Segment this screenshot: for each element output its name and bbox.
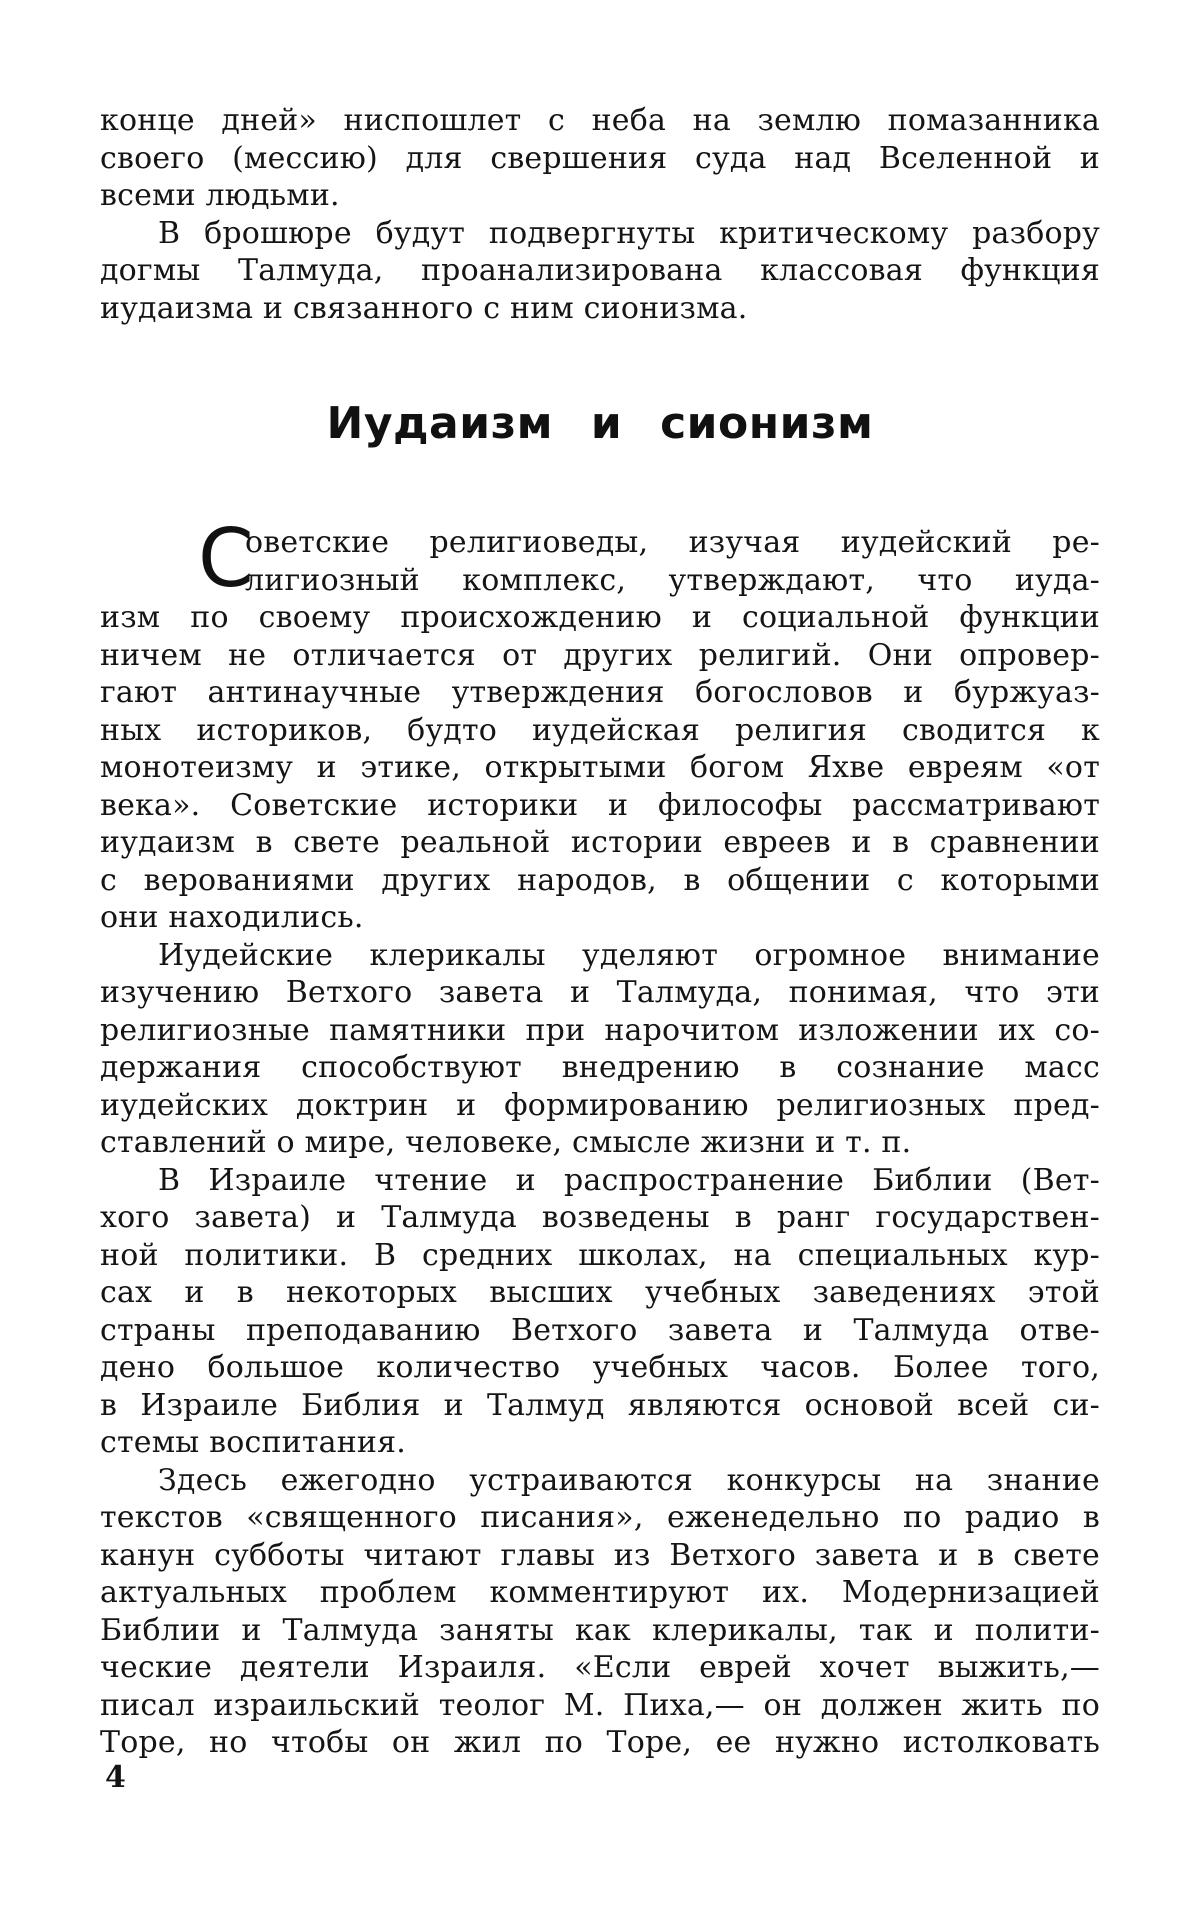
intro-p2-line-2: догмы Талмуда, проанализирована классовая функция [100,253,1100,288]
body-p3-line-1: В Израиле чтение и распространение Библии (Вет- [158,1162,1100,1198]
body-p4-line-4: актуальных проблем комментируют их. Модернизацией [100,1575,1100,1610]
intro-p1-line-3: всеми людьми. [100,178,340,213]
body-p4-line-2: текстов «священного писания», еженедельно по радио в [100,1500,1100,1535]
drop-cap: С [198,512,254,605]
body-p4-line-1: Здесь ежегодно устраиваются конкурсы на знание [158,1462,1100,1498]
body-p3-line-6: дено большое количество учебных часов. Более того, [100,1350,1100,1385]
body-p3-line-2: хого завета) и Талмуда возведены в ранг государствен- [100,1200,1100,1235]
body-p1-line-3: изм по своему происхождению и социальной функции [100,600,1100,635]
body-p3-line-5: страны преподаванию Ветхого завета и Талмуда отве- [100,1312,1100,1348]
body-p3-line-4: сах и в некоторых высших учебных заведениях этой [100,1275,1100,1310]
body-text [100,524,1100,1762]
body-p3-line-3: ной политики. В средних школах, на специальных кур- [100,1237,1100,1273]
body-p2-line-6: ставлений о мире, человеке, смысле жизни и т. п. [100,1125,912,1160]
intro-p2-line-3: иудаизма и связанного с ним сионизма. [100,290,748,326]
section-heading: Иудаизм и сионизм [326,398,874,449]
intro-text [100,102,1100,327]
body-p1-line-6: ных историков, будто иудейская религия сводится к [100,712,1100,748]
body-p1-line-4: ничем не отличается от других религий. Они опровер- [100,637,1100,673]
body-p2-line-4: держания способствуют внедрению в сознание масс [100,1050,1100,1085]
body-p4-line-3: канун субботы читают главы из Ветхого завета и в свете [100,1537,1100,1573]
page-number: 4 [105,1760,126,1795]
body-p1-line-10: с верованиями других народов, в общении с которыми [100,862,1100,898]
body-p1-line-1: оветские религиоведы, изучая иудейский ре- [245,525,1100,560]
intro-p2-line-1: В брошюре будут подвергнуты критическому разбору [158,215,1100,251]
body-p2-line-3: религиозные памятники при нарочитом изложении их со- [100,1012,1100,1048]
body-p3-line-7: в Израиле Библия и Талмуд являются основой всей си- [100,1387,1100,1423]
body-p4-line-5: Библии и Талмуда заняты как клерикалы, так и полити- [100,1612,1100,1648]
body-p2-line-1: Иудейские клерикалы уделяют огромное внимание [158,937,1100,973]
body-p4-line-6: ческие деятели Израиля. «Если еврей хочет выжить,— [100,1650,1100,1685]
body-p3-line-8: стемы воспитания. [100,1425,406,1460]
body-p1-line-9: иудаизм в свете реальной истории евреев и в сравнении [100,825,1100,860]
body-p1-line-2: лигиозный комплекс, утверждают, что иуда- [245,562,1100,598]
body-p1-line-11: они находились. [100,900,364,935]
body-p4-line-7: писал израильский теолог М. Пиха,— он должен жить по [100,1687,1100,1723]
body-p1-line-8: века». Советские историки и философы рассматривают [100,787,1100,823]
intro-p1-line-2: своего (мессию) для свершения суда над Вселенной и [100,140,1100,176]
body-p2-line-2: изучению Ветхого завета и Талмуда, понимая, что эти [100,975,1100,1010]
body-p4-line-8: Торе, но чтобы он жил по Торе, ее нужно истолковать [100,1725,1100,1760]
body-p1-line-5: гают антинаучные утверждения богословов и буржуаз- [100,675,1100,710]
body-p2-line-5: иудейских доктрин и формированию религиозных пред- [100,1087,1100,1123]
body-p1-line-7: монотеизму и этике, открытыми богом Яхве евреям «от [100,750,1100,785]
intro-p1-line-1: конце дней» ниспошлет с неба на землю помазанника [100,103,1100,138]
